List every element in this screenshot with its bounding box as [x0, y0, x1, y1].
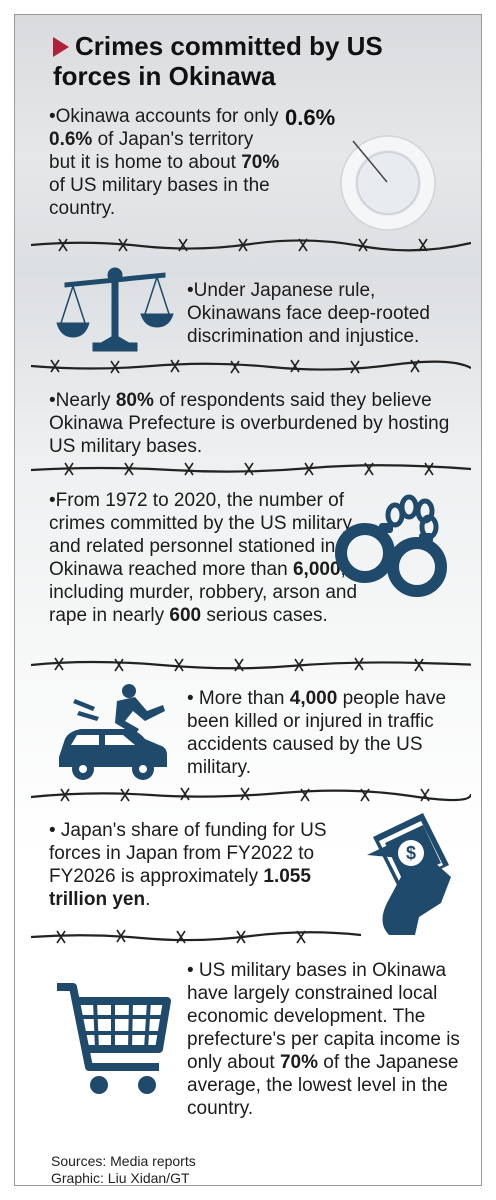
item-survey: •Nearly 80% of respondents said they believe Okinawa Prefecture is overburdened by hosting US military bases. [49, 390, 450, 457]
barbed-wire-divider [31, 785, 471, 805]
money-hand-icon [345, 807, 465, 937]
scales-icon [55, 259, 175, 355]
item-traffic: • More than 4,000 people have been killed or injured in traffic accidents caused by the US military. [187, 688, 447, 778]
title-line-1: Crimes committed by US [75, 31, 383, 61]
graphic-credit: Graphic: Liu Xidan/GT [51, 1170, 190, 1186]
item-funding: • Japan's share of funding for US forces in Japan from FY2022 to FY2026 is approximately 1.055 trillion yen. [49, 820, 327, 910]
infographic [14, 14, 482, 1186]
page-title [53, 31, 453, 91]
item-discrimination: •Under Japanese rule, Okinawans face deep-rooted discrimination and injustice. [187, 280, 430, 347]
car-accident-icon [55, 677, 175, 787]
barbed-wire-divider [31, 357, 471, 377]
item-territory: •Okinawa accounts for only 0.6% of Japan's territory but it is home to about 70% of US military bases in the country. [49, 106, 280, 219]
title-line-2: forces in Okinawa [53, 61, 276, 91]
item-crimes: •From 1972 to 2020, the number of crimes committed by the US military and related personnel stationed in Okinawa reached more than 6,000, including murder, robbery, arson and rape in nearly 600 serious cases. [49, 490, 358, 626]
territory-badge: 0.6% [285, 105, 336, 130]
handcuffs-icon [333, 493, 453, 603]
barbed-wire-divider [31, 927, 361, 947]
barbed-wire-divider [31, 655, 471, 675]
ring-icon [333, 135, 443, 231]
svg-text:$: $ [405, 843, 417, 863]
item-economy: • US military bases in Okinawa have largely constrained local economic development. The prefecture's per capita income is only about 70% of the Japanese average, the lowest level in the country. [187, 960, 460, 1119]
barbed-wire-divider [31, 235, 471, 255]
barbed-wire-divider [31, 459, 471, 479]
sources-credit: Sources: Media reports [51, 1153, 196, 1169]
shopping-cart-icon [55, 979, 175, 1109]
